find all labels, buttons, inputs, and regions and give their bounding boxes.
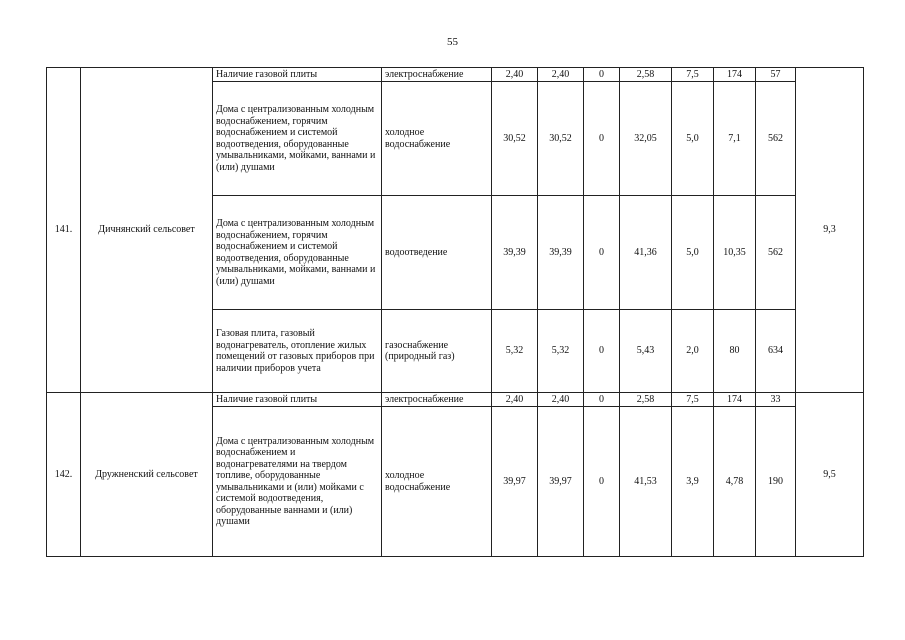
value-cell: 39,39 xyxy=(538,196,584,310)
description-cell: Дома с централизованным холодным водоснабжением, горячим водоснабжением и системой водоотведения, оборудованные умывальниками, мойками, ваннами и (или) душами xyxy=(213,196,382,310)
tariff-table xyxy=(46,67,864,557)
value-cell: 7,5 xyxy=(672,68,714,82)
service-cell: электроснабжение xyxy=(382,68,492,82)
service-cell: холодное водоснабжение xyxy=(382,82,492,196)
description-cell: Наличие газовой плиты xyxy=(213,68,382,82)
value-cell: 41,36 xyxy=(620,196,672,310)
value-cell: 3,9 xyxy=(672,407,714,557)
value-cell: 2,58 xyxy=(620,68,672,82)
value-cell: 174 xyxy=(714,68,756,82)
value-cell: 2,40 xyxy=(538,393,584,407)
value-cell: 2,0 xyxy=(672,310,714,393)
value-cell: 5,0 xyxy=(672,196,714,310)
service-cell: водоотведение xyxy=(382,196,492,310)
value-cell: 562 xyxy=(756,196,796,310)
value-cell: 190 xyxy=(756,407,796,557)
value-cell: 30,52 xyxy=(538,82,584,196)
value-cell: 634 xyxy=(756,310,796,393)
value-cell: 32,05 xyxy=(620,82,672,196)
table-row xyxy=(47,393,864,407)
value-cell: 2,40 xyxy=(538,68,584,82)
value-cell: 5,32 xyxy=(492,310,538,393)
description-cell: Дома с централизованным холодным водоснабжением, горячим водоснабжением и системой водоотведения, оборудованные умывальниками, мойками, ваннами и (или) душами xyxy=(213,82,382,196)
page-number: 55 xyxy=(447,36,458,48)
value-cell: 2,40 xyxy=(492,68,538,82)
summary-value: 9,3 xyxy=(796,68,864,393)
value-cell: 39,97 xyxy=(538,407,584,557)
value-cell: 0 xyxy=(584,310,620,393)
value-cell: 0 xyxy=(584,196,620,310)
value-cell: 174 xyxy=(714,393,756,407)
value-cell: 57 xyxy=(756,68,796,82)
value-cell: 41,53 xyxy=(620,407,672,557)
description-cell: Дома с централизованным холодным водоснабжением и водонагревателями на твердом топливе, оборудованные умывальниками и (или) мойками с системой водоотведения, оборудованные ваннами и (или) душами xyxy=(213,407,382,557)
summary-value: 9,5 xyxy=(796,393,864,557)
value-cell: 4,78 xyxy=(714,407,756,557)
value-cell: 0 xyxy=(584,407,620,557)
service-cell: электроснабжение xyxy=(382,393,492,407)
row-number: 142. xyxy=(47,393,81,557)
service-cell: газоснабжение (природный газ) xyxy=(382,310,492,393)
value-cell: 2,58 xyxy=(620,393,672,407)
value-cell: 7,5 xyxy=(672,393,714,407)
settlement-name: Дичнянский сельсовет xyxy=(81,68,213,393)
table-row xyxy=(47,68,864,82)
value-cell: 39,97 xyxy=(492,407,538,557)
value-cell: 5,32 xyxy=(538,310,584,393)
value-cell: 7,1 xyxy=(714,82,756,196)
value-cell: 33 xyxy=(756,393,796,407)
value-cell: 5,0 xyxy=(672,82,714,196)
value-cell: 0 xyxy=(584,82,620,196)
value-cell: 30,52 xyxy=(492,82,538,196)
value-cell: 0 xyxy=(584,393,620,407)
service-cell: холодное водоснабжение xyxy=(382,407,492,557)
value-cell: 2,40 xyxy=(492,393,538,407)
settlement-name: Дружненский сельсовет xyxy=(81,393,213,557)
description-cell: Газовая плита, газовый водонагреватель, отопление жилых помещений от газовых приборов при наличии приборов учета xyxy=(213,310,382,393)
description-cell: Наличие газовой плиты xyxy=(213,393,382,407)
value-cell: 562 xyxy=(756,82,796,196)
value-cell: 10,35 xyxy=(714,196,756,310)
value-cell: 39,39 xyxy=(492,196,538,310)
value-cell: 0 xyxy=(584,68,620,82)
row-number: 141. xyxy=(47,68,81,393)
value-cell: 80 xyxy=(714,310,756,393)
value-cell: 5,43 xyxy=(620,310,672,393)
